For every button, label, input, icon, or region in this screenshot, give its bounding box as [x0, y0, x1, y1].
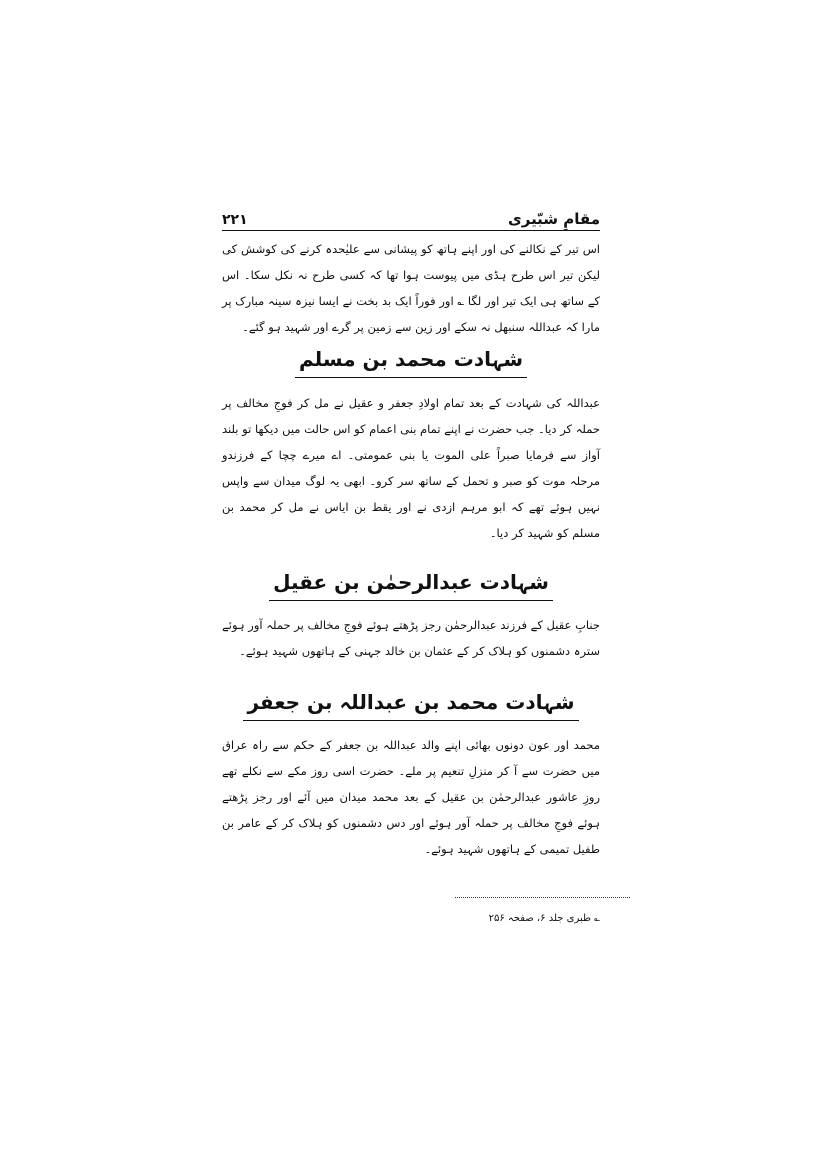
heading-shahadat-abdul-rahman-bin-aqeel: [222, 568, 600, 601]
book-title: مقامِ شبّیری: [507, 210, 600, 228]
heading-text: شہادت محمد بن عبداللہ بن جعفر: [243, 688, 578, 721]
paragraph-muhammad-bin-abdullah: محمد اور عون دونوں بھائی اپنے والد عبداللہ بن جعفر کے حکم سے راہ عراق میں حضرت سے آ کر منزلِ تنعیم پر ملے۔ حضرت اسی روز مکے سے نکلے تھے روزِ عاشور عبدالرحمٰن بن عقیل کے بعد محمد میدان میں آئے اور رجز پڑھتے ہوئے فوجِ مخالف پر حملہ آور ہوئے اور دس دشمنوں کو ہلاک کر کے عامر بن طفیل تمیمی کے ہاتھوں شہید ہوئے۔: [222, 738, 600, 856]
paragraph-abdul-rahman-bin-aqeel: جنابِ عقیل کے فرزند عبدالرحمٰن رجز پڑھتے ہوئے فوجِ مخالف پر حملہ آور ہوئے سترہ دشمنوں کو ہلاک کر کے عثمان بن خالد جہنی کے ہاتھوں شہید ہوئے۔: [222, 618, 600, 658]
heading-shahadat-muhammad-bin-muslim: [222, 345, 600, 378]
paragraph-intro: اس تیر کے نکالنے کی اور اپنے ہاتھ کو پیشانی سے علیٰحدہ کرنے کی کوشش کی لیکن تیر اس طرح ہڈی میں پیوست ہوا تھا کہ کسی طرح نہ نکل سکا۔ اس کے ساتھ ہی ایک تیر اور لگا ؎ اور فوراً ایک بد بخت نے ایسا نیزہ سینہ مبارک پر مارا کہ عبداللہ سنبھل نہ سکے اور زین سے زمین پر گرے اور شہید ہو گئے۔: [222, 242, 600, 334]
footnote-divider: [455, 897, 630, 898]
running-header: [222, 202, 600, 228]
heading-text: شہادت محمد بن مسلم: [295, 345, 527, 378]
header-divider: [222, 230, 600, 231]
page-number: ۲۲۱: [222, 212, 248, 228]
paragraph-muhammad-bin-muslim: عبداللہ کی شہادت کے بعد تمام اولادِ جعفر و عقیل نے مل کر فوجِ مخالف پر حملہ کر دیا۔ جب حضرت نے اپنے تمام بنی اعمام کو اس حالت میں دیکھا تو بلند آواز سے فرمایا صبراً علی الموت یا بنی عمومتی۔ اے میرے چچا کے فرزندو مرحلہ موت کو صبر و تحمل کے ساتھ سر کرو۔ ابھی یہ لوگ میدان سے واپس نہیں ہوئے تھے کہ ابو مرہم ازدی نے اور یقط بن ایاس نے مل کر محمد بن مسلم کو شہید کر دیا۔: [221, 396, 600, 540]
heading-text: شہادت عبدالرحمٰن بن عقیل: [269, 568, 553, 601]
heading-shahadat-muhammad-bin-abdullah-bin-jafar: [222, 688, 600, 721]
footnote: ؎ طبری جلد ۶، صفحہ ۲۵۶: [488, 913, 600, 924]
